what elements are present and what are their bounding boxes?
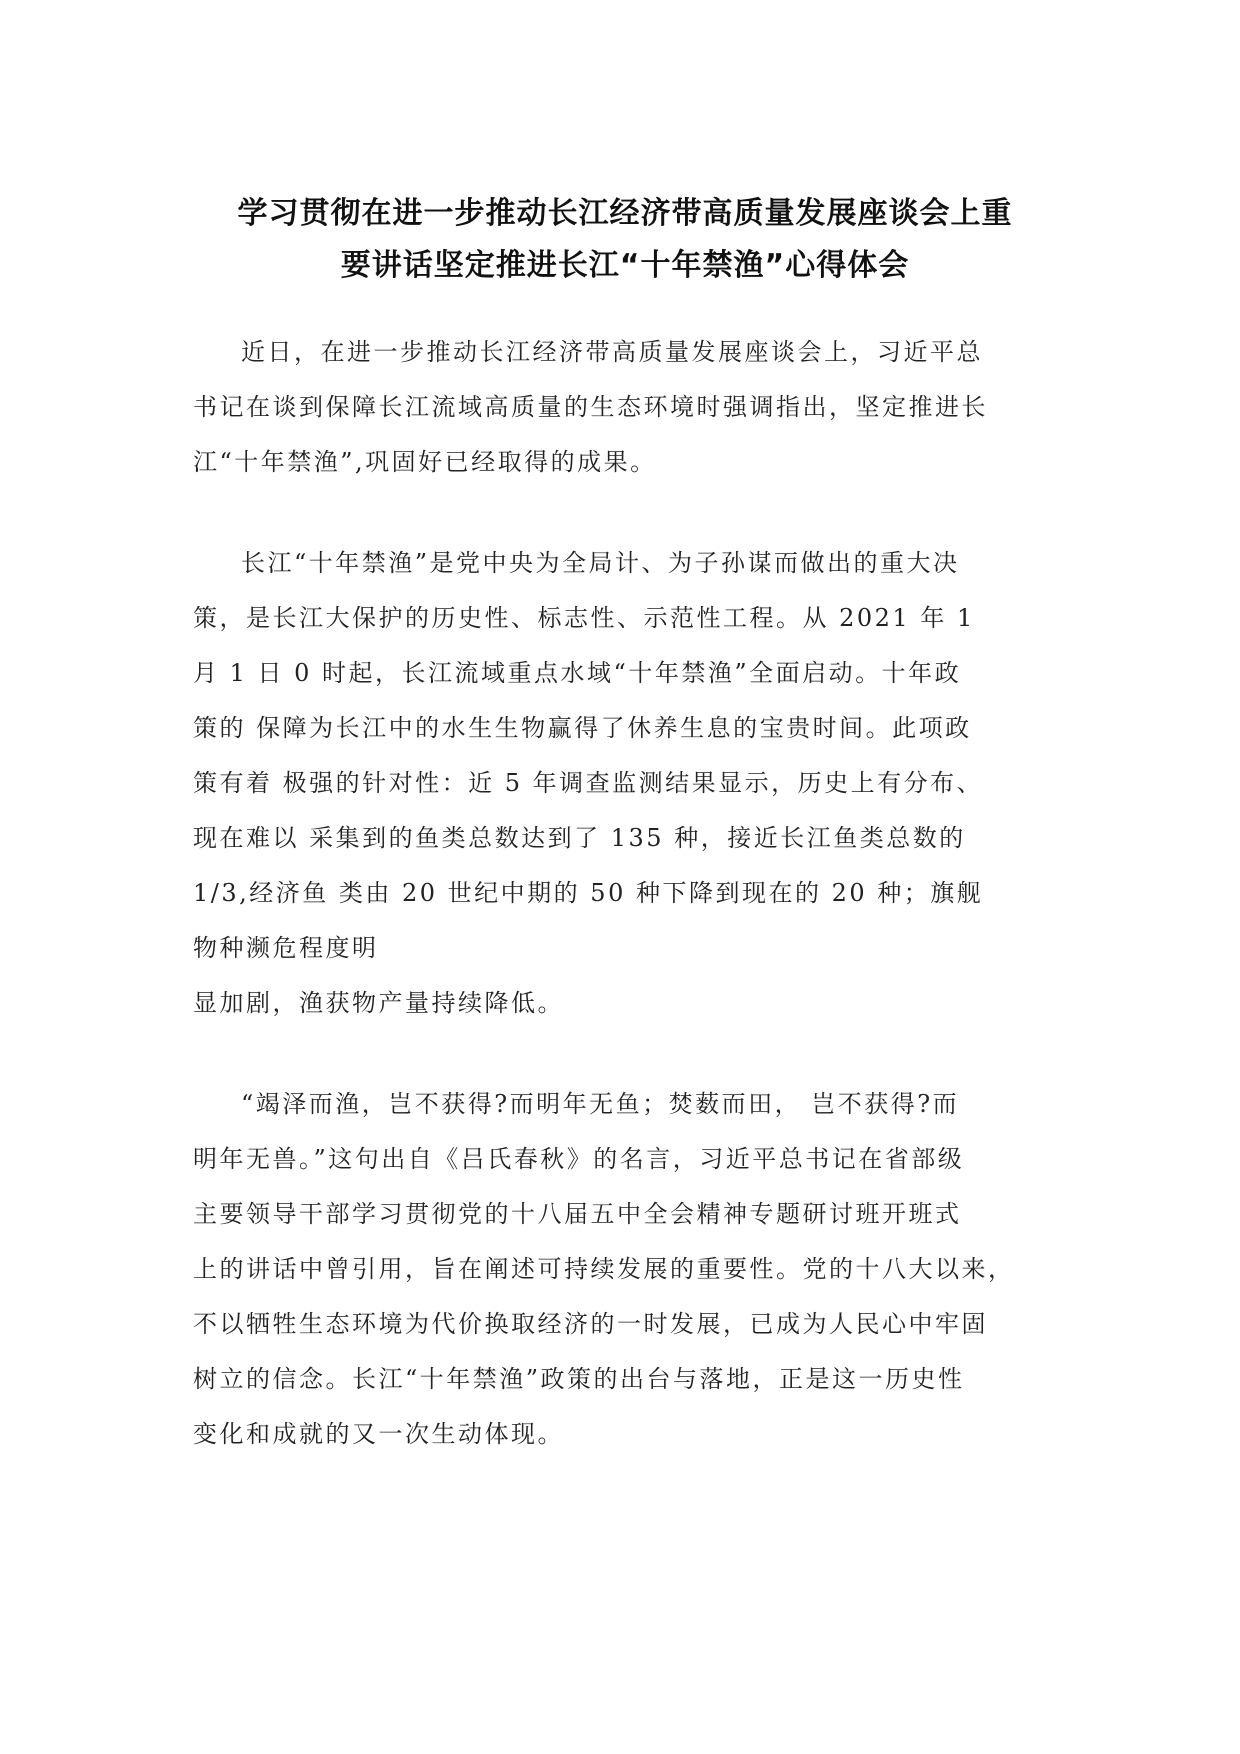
text-line: 书记在谈到保障长江流域高质量的生态环境时强调指出，坚定推进长	[193, 393, 988, 421]
text-line: 1/3,经济鱼 类由 20 世纪中期的 50 种下降到现在的 20 种；旗舰	[193, 879, 984, 907]
text-line: 树立的信念。长江“十年禁渔”政策的出台与落地，正是这一历史性	[193, 1365, 965, 1393]
text-line: 现在难以 采集到的鱼类总数达到了 135 种，接近长江鱼类总数的	[193, 824, 966, 852]
text-line: 策的 保障为长江中的水生生物赢得了休养生息的宝贵时间。此项政	[193, 714, 972, 742]
title-line: 要讲话坚定推进长江“十年禁渔”心得体会	[340, 248, 910, 283]
text-line: 明年无兽。”这句出自《吕氏春秋》的名言，习近平总书记在省部级	[193, 1145, 965, 1173]
text-line: 策有着 极强的针对性：近 5 年调查监测结果显示，历史上有分布、	[193, 769, 984, 797]
text-line: 近日，在进一步推动长江经济带高质量发展座谈会上，习近平总	[241, 338, 983, 366]
text-line: 上的讲话中曾引用，旨在阐述可持续发展的重要性。党的十八大以来，	[193, 1255, 1015, 1283]
text-line: 策，是长江大保护的历史性、标志性、示范性工程。从 2021 年 1	[193, 604, 975, 632]
text-line: 不以牺牲生态环境为代价换取经济的一时发展，已成为人民心中牢固	[193, 1310, 988, 1338]
paragraph-2	[193, 536, 1055, 1031]
paragraph-1	[193, 325, 1055, 490]
text-line: 江“十年禁渔”,巩固好已经取得的成果。	[193, 448, 657, 476]
text-line: 显加剧，渔获物产量持续降低。	[193, 989, 564, 1017]
title-line: 学习贯彻在进一步推动长江经济带高质量发展座谈会上重	[237, 196, 1013, 231]
text-line: 长江“十年禁渔”是党中央为全局计、为子孙谋而做出的重大决	[241, 549, 960, 577]
text-line: 主要领导干部学习贯彻党的十八届五中全会精神专题研讨班开班式	[193, 1200, 962, 1228]
text-line: 月 1 日 0 时起，长江流域重点水域“十年禁渔”全面启动。十年政	[193, 659, 962, 687]
text-line: 物种濒危程度明	[193, 934, 379, 962]
document-body	[193, 325, 1055, 1508]
document-title	[190, 188, 1060, 292]
text-line: “竭泽而渔，岂不获得?而明年无鱼；焚薮而田， 岂不获得?而	[241, 1090, 960, 1118]
paragraph-3	[193, 1077, 1055, 1462]
text-line: 变化和成就的又一次生动体现。	[193, 1420, 564, 1448]
